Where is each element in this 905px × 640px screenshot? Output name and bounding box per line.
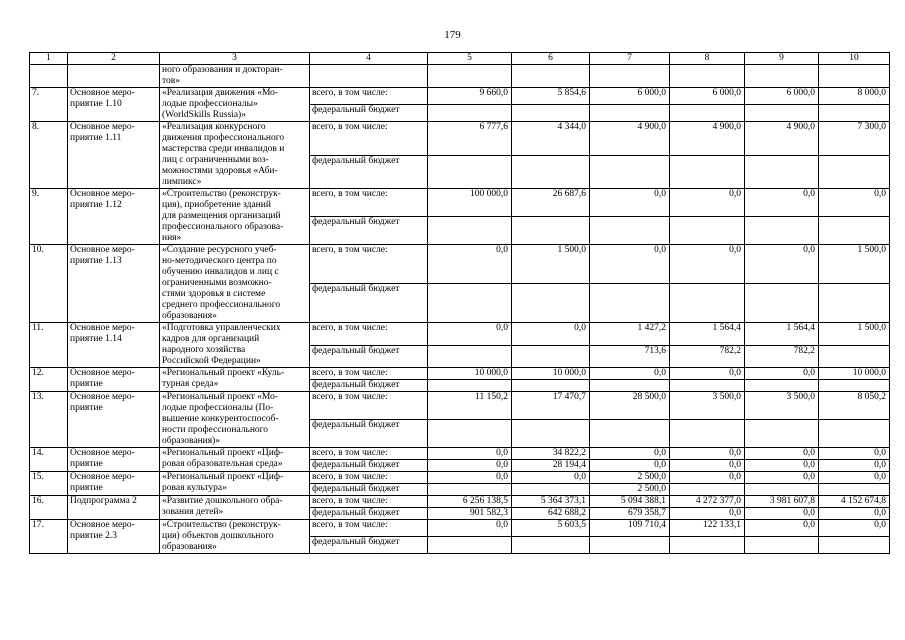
amount-cell: 0,0 [819,460,890,472]
amount-cell: 6 256 138,5 [428,496,512,508]
amount-cell [590,537,670,554]
amount-cell [428,484,512,496]
amount-cell [745,537,819,554]
amount-cell: 0,0 [670,189,745,217]
amount-cell [428,345,512,368]
funding-source: всего, в том числе: [310,448,428,460]
activity-name: Основное меро- приятие [68,368,160,392]
empty-cell [819,65,890,88]
amount-cell: 8 050,2 [819,392,890,420]
activity-name: Основное меро- приятие 1.11 [68,122,160,189]
amount-cell: 0,0 [745,460,819,472]
activity-description: «Подготовка управленческих кадров для организаций народного хозяйства Российской Федерации» [160,323,310,368]
activity-name: Основное меро- приятие 1.14 [68,323,160,368]
amount-cell: 4 344,0 [512,122,590,156]
funding-source: федеральный бюджет [310,484,428,496]
table-row [30,88,890,105]
amount-cell: 679 358,7 [590,508,670,520]
funding-source: федеральный бюджет [310,105,428,122]
amount-cell [819,345,890,368]
amount-cell [428,537,512,554]
amount-cell [670,284,745,323]
funding-source: всего, в том числе: [310,245,428,284]
amount-cell: 34 822,2 [512,448,590,460]
activity-name: Основное меро- приятие 1.12 [68,189,160,245]
budget-table [29,52,890,554]
amount-cell: 0,0 [745,189,819,217]
column-header: 1 [30,53,68,65]
activity-description: ного образования и докторан- тов» [160,65,310,88]
amount-cell: 782,2 [745,345,819,368]
amount-cell [428,155,512,189]
amount-cell [590,420,670,448]
amount-cell: 9 660,0 [428,88,512,105]
amount-cell: 10 000,0 [428,368,512,380]
table-row [30,368,890,380]
row-number: 15. [30,472,68,496]
amount-cell: 1 500,0 [819,245,890,284]
activity-name: Основное меро- приятие 1.13 [68,245,160,323]
amount-cell [745,217,819,245]
amount-cell: 0,0 [670,448,745,460]
header-row [30,53,890,65]
funding-source: федеральный бюджет [310,380,428,392]
funding-source: федеральный бюджет [310,217,428,245]
amount-cell: 3 500,0 [745,392,819,420]
amount-cell: 4 272 377,0 [670,496,745,508]
amount-cell: 901 582,3 [428,508,512,520]
amount-cell: 7 300,0 [819,122,890,156]
amount-cell [670,217,745,245]
amount-cell [819,484,890,496]
amount-cell: 5 854,6 [512,88,590,105]
amount-cell [670,420,745,448]
table-row [30,189,890,217]
activity-name: Основное меро- приятие 2.3 [68,520,160,554]
funding-source: федеральный бюджет [310,460,428,472]
amount-cell [590,105,670,122]
column-header: 5 [428,53,512,65]
amount-cell [819,284,890,323]
empty-cell [512,65,590,88]
amount-cell [512,345,590,368]
amount-cell: 0,0 [670,472,745,484]
amount-cell: 28 194,4 [512,460,590,472]
amount-cell: 0,0 [590,368,670,380]
funding-source: всего, в том числе: [310,122,428,156]
amount-cell: 109 710,4 [590,520,670,537]
table-row [30,323,890,346]
empty-cell [590,65,670,88]
amount-cell: 1 500,0 [819,323,890,346]
row-number: 13. [30,392,68,448]
activity-name: Основное меро- приятие [68,472,160,496]
amount-cell: 0,0 [590,460,670,472]
activity-description: «Реализация конкурсного движения профессионального мастерства среди инвалидов и лиц с ограниченными воз- можностями здоровья «Аби- лимпикс» [160,122,310,189]
amount-cell: 10 000,0 [819,368,890,380]
amount-cell [819,537,890,554]
table-row [30,520,890,537]
activity-description: «Строительство (реконструк- ция), приобретение зданий для размещения организаций профессионального образова- ния» [160,189,310,245]
amount-cell: 0,0 [670,245,745,284]
funding-source: всего, в том числе: [310,189,428,217]
amount-cell [512,284,590,323]
table-row [30,65,890,88]
column-header: 8 [670,53,745,65]
amount-cell [670,105,745,122]
amount-cell [590,380,670,392]
table-row [30,496,890,508]
amount-cell: 1 500,0 [512,245,590,284]
row-number: 14. [30,448,68,472]
amount-cell: 3 500,0 [670,392,745,420]
funding-source: федеральный бюджет [310,284,428,323]
amount-cell: 4 900,0 [670,122,745,156]
row-number: 8. [30,122,68,189]
amount-cell [512,420,590,448]
activity-name [68,65,160,88]
column-header: 4 [310,53,428,65]
amount-cell: 0,0 [512,323,590,346]
funding-source: федеральный бюджет [310,508,428,520]
activity-name: Основное меро- приятие [68,392,160,448]
amount-cell: 5 603,5 [512,520,590,537]
amount-cell: 4 900,0 [590,122,670,156]
activity-description: «Развитие дошкольного обра- зования детей» [160,496,310,520]
amount-cell [819,217,890,245]
amount-cell [819,380,890,392]
amount-cell: 0,0 [745,520,819,537]
amount-cell: 0,0 [428,448,512,460]
amount-cell: 0,0 [819,189,890,217]
amount-cell [428,380,512,392]
amount-cell: 6 000,0 [745,88,819,105]
table-row [30,472,890,484]
amount-cell [590,284,670,323]
amount-cell: 0,0 [428,520,512,537]
amount-cell: 11 150,2 [428,392,512,420]
amount-cell [745,155,819,189]
amount-cell: 0,0 [670,368,745,380]
amount-cell: 3 981 607,8 [745,496,819,508]
amount-cell: 100 000,0 [428,189,512,217]
amount-cell [512,155,590,189]
amount-cell: 0,0 [428,460,512,472]
row-number: 12. [30,368,68,392]
empty-cell [670,65,745,88]
amount-cell [670,484,745,496]
amount-cell: 0,0 [590,189,670,217]
amount-cell: 6 000,0 [670,88,745,105]
amount-cell [512,484,590,496]
amount-cell [745,105,819,122]
amount-cell: 0,0 [819,508,890,520]
activity-description: «Реализация движения «Мо- лодые профессионалы» (WorldSkills Russia)» [160,88,310,122]
amount-cell [745,420,819,448]
row-number: 7. [30,88,68,122]
amount-cell: 0,0 [819,520,890,537]
activity-description: «Региональный проект «Циф- ровая культура» [160,472,310,496]
empty-cell [745,65,819,88]
amount-cell [428,420,512,448]
amount-cell: 782,2 [670,345,745,368]
amount-cell: 0,0 [590,448,670,460]
row-number [30,65,68,88]
amount-cell [819,420,890,448]
funding-source: всего, в том числе: [310,496,428,508]
amount-cell: 0,0 [428,323,512,346]
amount-cell: 6 000,0 [590,88,670,105]
amount-cell: 17 470,7 [512,392,590,420]
funding-source: всего, в том числе: [310,520,428,537]
column-header: 9 [745,53,819,65]
amount-cell: 10 000,0 [512,368,590,380]
amount-cell [590,155,670,189]
table-row [30,392,890,420]
amount-cell [512,380,590,392]
amount-cell: 0,0 [590,245,670,284]
amount-cell: 28 500,0 [590,392,670,420]
amount-cell [670,537,745,554]
funding-source: федеральный бюджет [310,345,428,368]
amount-cell: 0,0 [745,245,819,284]
amount-cell [745,284,819,323]
amount-cell: 0,0 [428,472,512,484]
activity-description: «Региональный проект «Куль- турная среда» [160,368,310,392]
table-row [30,122,890,156]
amount-cell [819,155,890,189]
table-row [30,245,890,284]
amount-cell: 0,0 [819,472,890,484]
amount-cell: 26 687,6 [512,189,590,217]
activity-name: Основное меро- приятие [68,448,160,472]
amount-cell: 1 564,4 [670,323,745,346]
amount-cell [745,380,819,392]
funding-source: всего, в том числе: [310,472,428,484]
activity-description: «Региональный проект «Циф- ровая образовательная среда» [160,448,310,472]
amount-cell [428,105,512,122]
funding-source: всего, в том числе: [310,88,428,105]
row-number: 11. [30,323,68,368]
amount-cell: 0,0 [428,245,512,284]
amount-cell [670,155,745,189]
column-header: 2 [68,53,160,65]
amount-cell: 122 133,1 [670,520,745,537]
amount-cell [590,217,670,245]
row-number: 16. [30,496,68,520]
amount-cell: 4 152 674,8 [819,496,890,508]
amount-cell: 0,0 [819,448,890,460]
amount-cell: 0,0 [670,460,745,472]
funding-source: всего, в том числе: [310,392,428,420]
amount-cell: 5 094 388,1 [590,496,670,508]
amount-cell [512,217,590,245]
amount-cell [670,380,745,392]
amount-cell [745,484,819,496]
amount-cell [512,537,590,554]
amount-cell: 4 900,0 [745,122,819,156]
amount-cell: 2 500,0 [590,484,670,496]
amount-cell: 0,0 [745,472,819,484]
funding-source: всего, в том числе: [310,323,428,346]
amount-cell: 0,0 [745,448,819,460]
amount-cell: 0,0 [745,508,819,520]
amount-cell: 2 500,0 [590,472,670,484]
row-number: 9. [30,189,68,245]
funding-source: федеральный бюджет [310,155,428,189]
column-header: 7 [590,53,670,65]
amount-cell: 0,0 [512,472,590,484]
activity-description: «Строительство (реконструк- ция) объектов дошкольного образования» [160,520,310,554]
activity-name: Подпрограмма 2 [68,496,160,520]
row-number: 10. [30,245,68,323]
amount-cell [819,105,890,122]
empty-cell [310,65,428,88]
amount-cell: 1 564,4 [745,323,819,346]
funding-source: федеральный бюджет [310,420,428,448]
amount-cell: 1 427,2 [590,323,670,346]
amount-cell: 0,0 [745,368,819,380]
activity-name: Основное меро- приятие 1.10 [68,88,160,122]
funding-source: федеральный бюджет [310,537,428,554]
funding-source: всего, в том числе: [310,368,428,380]
amount-cell: 6 777,6 [428,122,512,156]
amount-cell: 0,0 [670,508,745,520]
column-header: 3 [160,53,310,65]
amount-cell [428,284,512,323]
column-header: 10 [819,53,890,65]
activity-description: «Создание ресурсного учеб- но-методического центра по обучению инвалидов и лиц с ограниченными возможно- стями здоровья в системе среднего профессионального образования» [160,245,310,323]
amount-cell [428,217,512,245]
activity-description: «Региональный проект «Мо- лодые профессионалы (По- вышение конкурентоспособ- ности профессионального образования)» [160,392,310,448]
amount-cell [512,105,590,122]
amount-cell: 642 688,2 [512,508,590,520]
amount-cell: 5 364 373,1 [512,496,590,508]
amount-cell: 713,6 [590,345,670,368]
column-header: 6 [512,53,590,65]
row-number: 17. [30,520,68,554]
table-row [30,448,890,460]
amount-cell: 8 000,0 [819,88,890,105]
empty-cell [428,65,512,88]
page-number: 179 [444,29,461,41]
